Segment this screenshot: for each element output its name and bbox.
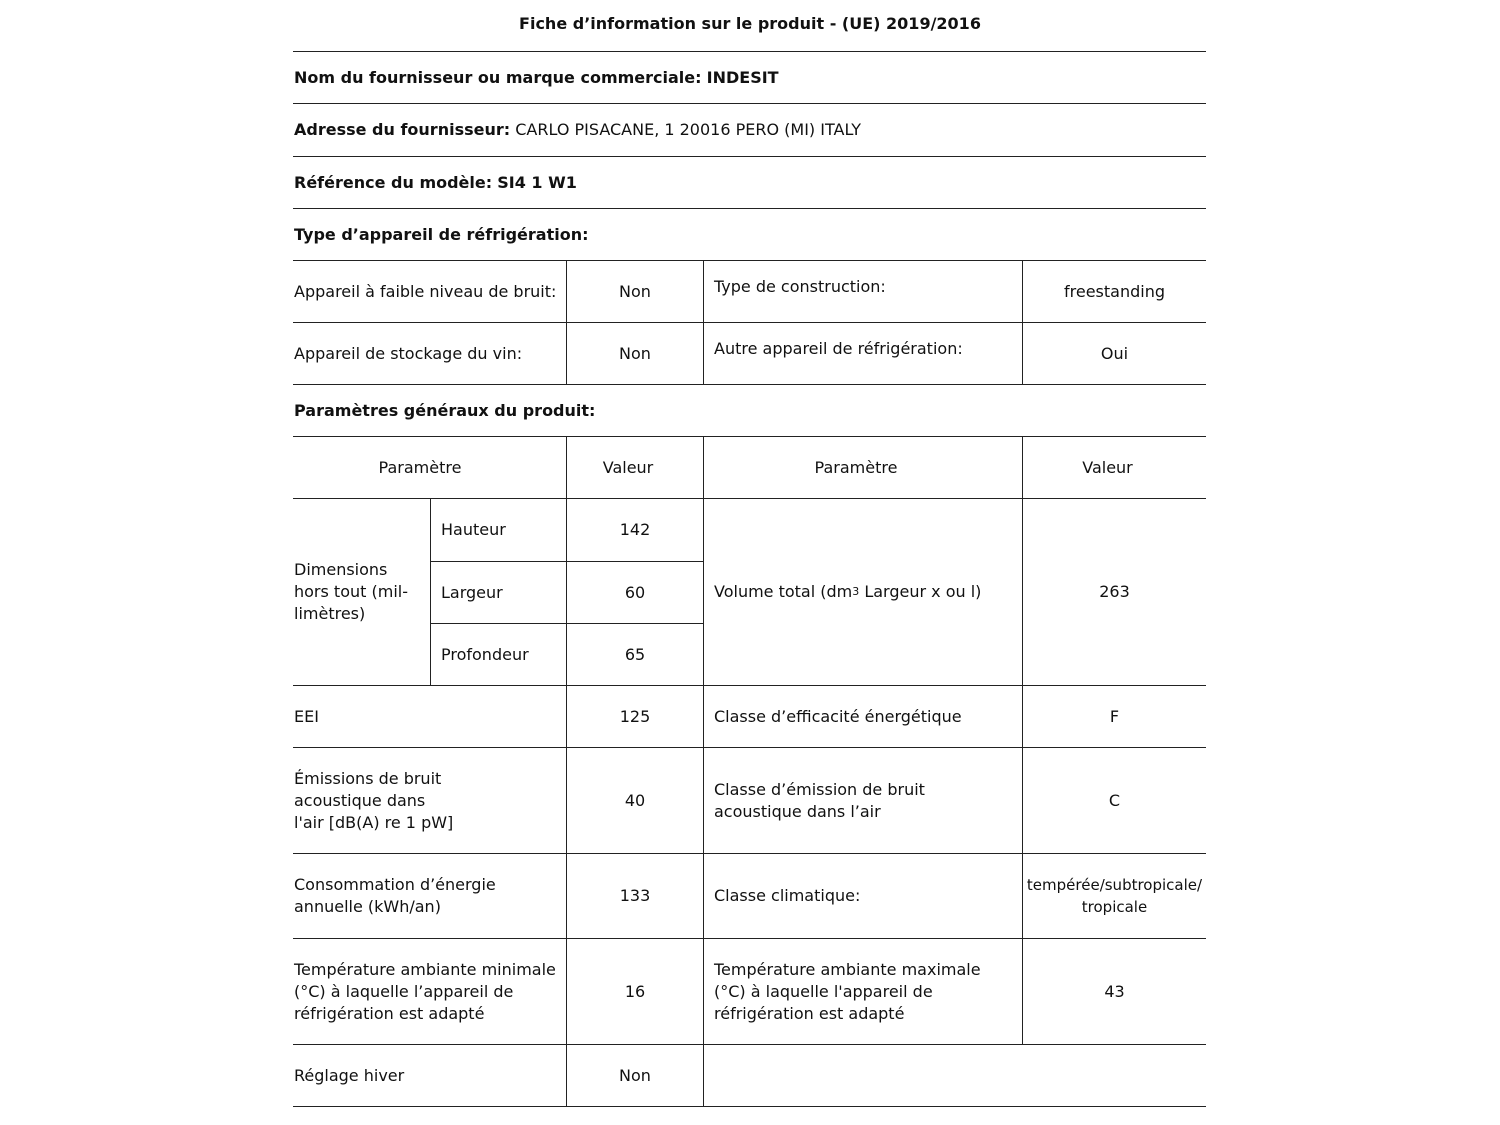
noise-label [293,748,566,853]
energy-class-label: Classe d’efficacité énergétique [714,706,962,726]
max-temp-label: Température ambiante maximale (°C) à laquelle l'appareil de réfrigération est adapté [714,959,981,1023]
construction-label: Type de construction: [714,277,886,296]
noise-label-line1: Émissions de bruit acoustique dans [294,768,442,810]
model-label: Référence du modèle: [294,172,493,192]
min-temp-value: 16 [624,981,646,1001]
general-heading: Paramètres généraux du produit: [294,400,596,420]
page-title: Fiche d’information sur le produit - (UE) 2019/2016 [519,14,981,33]
eei-label: EEI [294,706,319,726]
wine-label: Appareil de stockage du vin: [294,343,523,363]
climate-label: Classe climatique: [714,886,861,905]
address-value: CARLO PISACANE, 1 20016 PERO (MI) ITALY [515,120,862,139]
model-row [293,157,1206,208]
low-noise-label: Appareil à faible niveau de bruit: [294,281,557,301]
eei-value: 125 [619,706,651,726]
address-label: Adresse du fournisseur: [294,120,511,139]
max-temp-value: 43 [1104,981,1125,1001]
height-label: Hauteur [441,520,506,539]
appliance-type-heading: Type d’appareil de réfrigération: [294,224,589,244]
supplier-value: INDESIT [706,67,779,87]
depth-label: Profondeur [441,644,529,664]
rule [293,1106,1206,1107]
height-value: 142 [619,520,651,539]
noise-label-line2: l'air [dB(A) re 1 pW] [294,812,454,832]
depth-value: 65 [624,644,646,664]
winter-label: Réglage hiver [294,1065,405,1085]
volume-label-main: Volume total (dm [714,582,853,601]
model-value: SI4 1 W1 [497,172,577,192]
other-label: Autre appareil de réfrigération: [714,339,963,358]
address-row [293,104,1206,156]
wine-value: Non [619,343,651,363]
volume-value: 263 [1099,582,1130,601]
energy-class-value: F [1109,706,1120,726]
noise-class-label: Classe d’émission de bruit acoustique dans l’air [714,779,925,821]
volume-label-rest: Largeur x ou l) [859,582,982,601]
volume-label: Volume total (dm 3 Largeur x ou l) [714,582,982,601]
header-param-left: Paramètre [378,457,462,477]
width-label: Largeur [441,582,503,602]
supplier-label: Nom du fournisseur ou marque commerciale: [294,67,702,87]
noise-class-value: C [1108,790,1121,810]
header-param-right: Paramètre [814,457,898,477]
other-value: Oui [1100,343,1129,363]
supplier-row [293,52,1206,103]
consumption-label: Consommation d’énergie annuelle (kWh/an) [294,875,496,916]
consumption-value: 133 [619,886,651,905]
header-value-left: Valeur [602,457,654,477]
dimensions-label: Dimensions hors tout (mil-limètres) [294,560,408,623]
construction-value: freestanding [1064,281,1165,301]
noise-value: 40 [624,790,646,810]
min-temp-label: Température ambiante minimale (°C) à laquelle l’appareil de réfrigération est adapté [294,959,556,1023]
winter-value: Non [619,1065,651,1085]
width-value: 60 [624,582,646,602]
header-value-right: Valeur [1082,457,1133,477]
climate-value: tempérée/subtropicale/ tropicale [1026,876,1203,916]
low-noise-value: Non [619,281,651,301]
